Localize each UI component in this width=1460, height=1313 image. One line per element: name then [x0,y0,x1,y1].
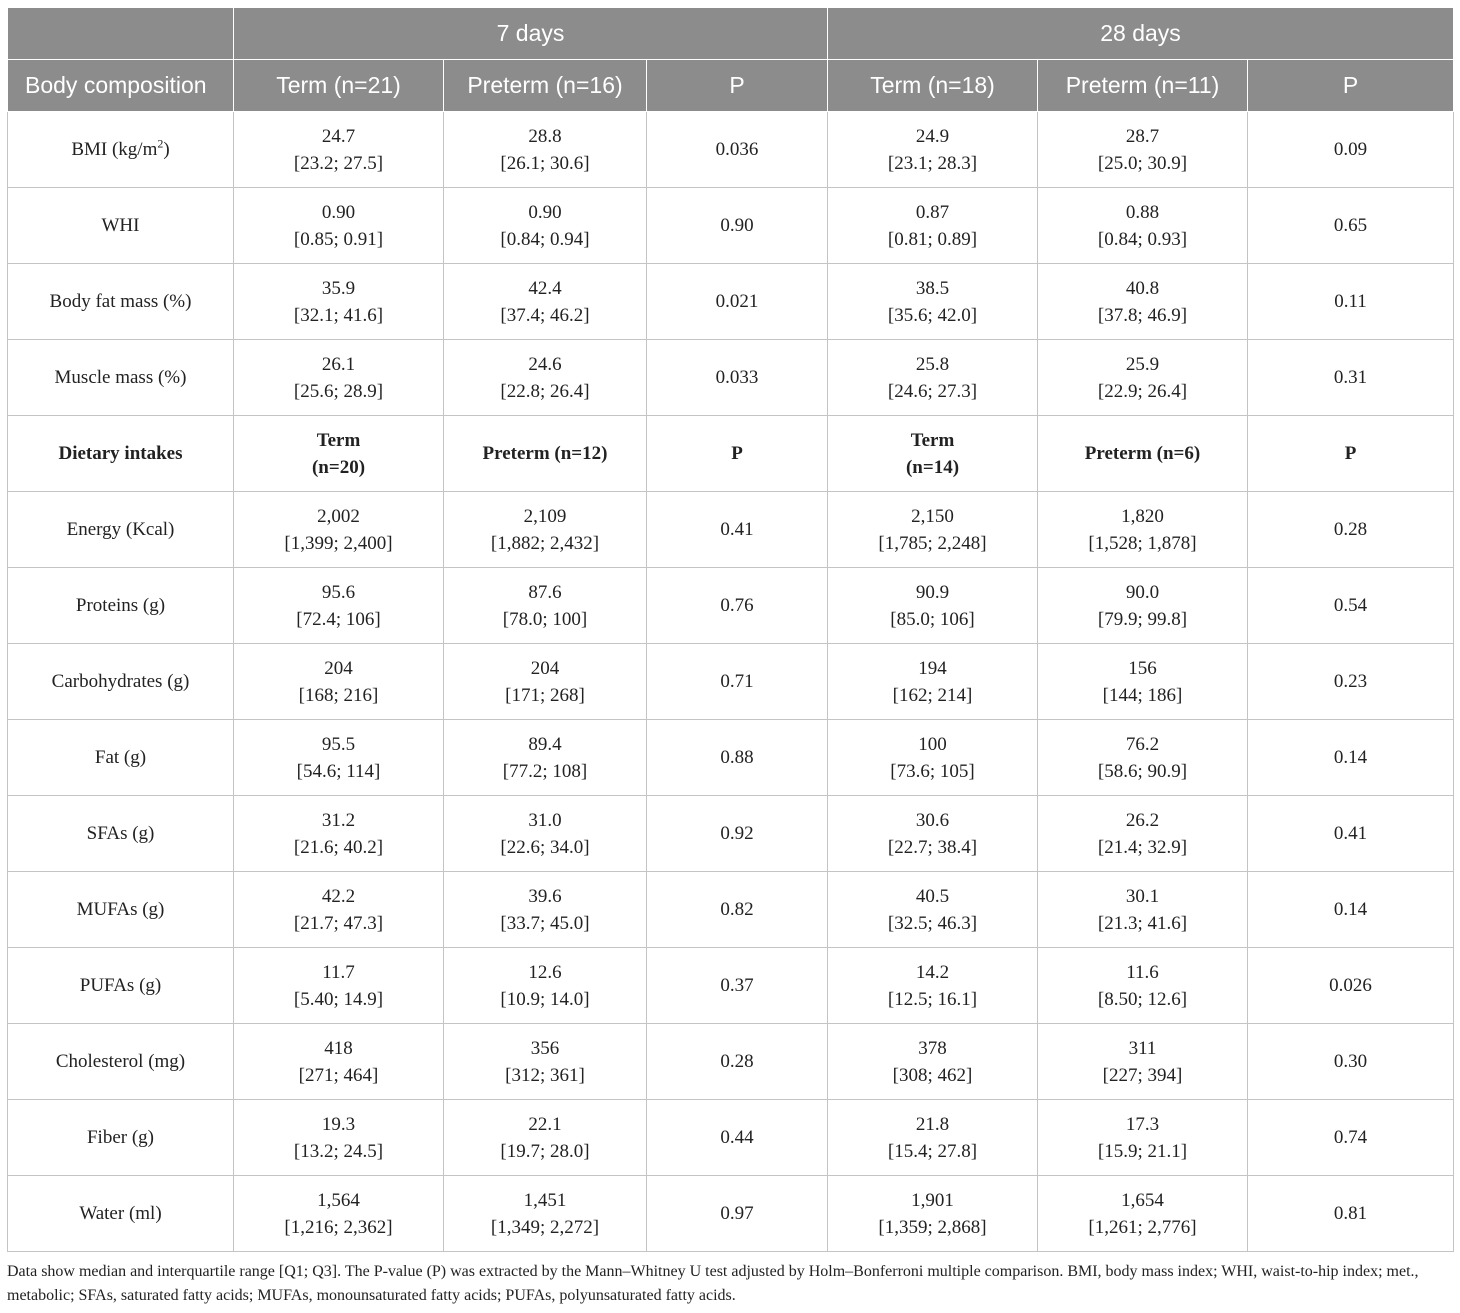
cell-p-28: 0.14 [1248,872,1454,948]
cell-p-7: 0.88 [647,720,828,796]
cell-p-28: 0.14 [1248,720,1454,796]
subheader-p-28: P [1248,416,1454,492]
cell-preterm-7: 31.0 [22.6; 34.0] [444,796,647,872]
cell-preterm-7: 204 [171; 268] [444,644,647,720]
table-footnote: Data show median and interquartile range [Q1; Q3]. The P-value (P) was extracted by the Mann–Whitney U test adjusted by Holm–Bonferroni multiple comparison. BMI, body mass index; WHI, waist-to-hip index; met., metabolic; SFAs, saturated fatty acids; MUFAs, monounsaturated fatty acids; PUFAs, polyunsaturated fatty acids. [7,1263,1419,1304]
row-label: SFAs (g) [8,796,234,872]
cell-p-28: 0.026 [1248,948,1454,1024]
row-label: Carbohydrates (g) [8,644,234,720]
cell-p-28: 0.28 [1248,492,1454,568]
header-row-columns [8,60,1454,112]
table-row [8,644,1454,720]
cell-preterm-7: 1,451 [1,349; 2,272] [444,1176,647,1252]
cell-preterm-28: 25.9 [22.9; 26.4] [1038,340,1248,416]
table-row [8,796,1454,872]
table-row [8,112,1454,188]
cell-p-7: 0.90 [647,188,828,264]
cell-preterm-28: 0.88 [0.84; 0.93] [1038,188,1248,264]
cell-p-7: 0.71 [647,644,828,720]
cell-term-7: 26.1 [25.6; 28.9] [234,340,444,416]
cell-p-7: 0.97 [647,1176,828,1252]
cell-preterm-7: 87.6 [78.0; 100] [444,568,647,644]
cell-p-28: 0.74 [1248,1100,1454,1176]
cell-preterm-28: 1,654 [1,261; 2,776] [1038,1176,1248,1252]
cell-term-28: 378 [308; 462] [828,1024,1038,1100]
cell-preterm-28: 28.7 [25.0; 30.9] [1038,112,1248,188]
cell-preterm-28: 40.8 [37.8; 46.9] [1038,264,1248,340]
cell-p-7: 0.76 [647,568,828,644]
table-body [8,112,1454,1252]
cell-term-7: 204 [168; 216] [234,644,444,720]
cell-term-28: 100 [73.6; 105] [828,720,1038,796]
cell-term-7: 0.90 [0.85; 0.91] [234,188,444,264]
header-body-composition: Body composition [8,60,234,112]
header-preterm-7: Preterm (n=16) [444,60,647,112]
cell-preterm-7: 2,109 [1,882; 2,432] [444,492,647,568]
table-row [8,1024,1454,1100]
cell-p-7: 0.28 [647,1024,828,1100]
cell-term-7: 418 [271; 464] [234,1024,444,1100]
cell-term-28: 25.8 [24.6; 27.3] [828,340,1038,416]
cell-p-7: 0.036 [647,112,828,188]
cell-term-7: 11.7 [5.40; 14.9] [234,948,444,1024]
cell-p-7: 0.41 [647,492,828,568]
row-label: Fat (g) [8,720,234,796]
data-table [7,7,1454,1252]
cell-preterm-7: 28.8 [26.1; 30.6] [444,112,647,188]
cell-term-28: 0.87 [0.81; 0.89] [828,188,1038,264]
row-label: Body fat mass (%) [8,264,234,340]
table-row [8,568,1454,644]
cell-term-28: 21.8 [15.4; 27.8] [828,1100,1038,1176]
cell-p-28: 0.23 [1248,644,1454,720]
header-group-28-days: 28 days [828,8,1454,60]
cell-preterm-28: 17.3 [15.9; 21.1] [1038,1100,1248,1176]
cell-p-28: 0.30 [1248,1024,1454,1100]
row-label: WHI [8,188,234,264]
cell-term-7: 35.9 [32.1; 41.6] [234,264,444,340]
header-term-28: Term (n=18) [828,60,1038,112]
subheader-dietary-intakes: Dietary intakes [8,416,234,492]
cell-term-7: 95.5 [54.6; 114] [234,720,444,796]
cell-preterm-7: 0.90 [0.84; 0.94] [444,188,647,264]
cell-p-7: 0.37 [647,948,828,1024]
cell-p-28: 0.54 [1248,568,1454,644]
cell-p-7: 0.82 [647,872,828,948]
cell-p-28: 0.41 [1248,796,1454,872]
cell-preterm-28: 11.6 [8.50; 12.6] [1038,948,1248,1024]
table-row [8,948,1454,1024]
cell-term-28: 2,150 [1,785; 2,248] [828,492,1038,568]
cell-p-7: 0.033 [647,340,828,416]
cell-preterm-7: 39.6 [33.7; 45.0] [444,872,647,948]
table-row [8,1100,1454,1176]
cell-p-7: 0.44 [647,1100,828,1176]
cell-preterm-28: 1,820 [1,528; 1,878] [1038,492,1248,568]
cell-p-28: 0.65 [1248,188,1454,264]
cell-preterm-7: 12.6 [10.9; 14.0] [444,948,647,1024]
cell-term-7: 2,002 [1,399; 2,400] [234,492,444,568]
cell-term-7: 95.6 [72.4; 106] [234,568,444,644]
cell-preterm-28: 311 [227; 394] [1038,1024,1248,1100]
header-p-28: P [1248,60,1454,112]
cell-term-28: 30.6 [22.7; 38.4] [828,796,1038,872]
cell-p-28: 0.09 [1248,112,1454,188]
cell-term-28: 40.5 [32.5; 46.3] [828,872,1038,948]
cell-term-7: 42.2 [21.7; 47.3] [234,872,444,948]
table-row [8,492,1454,568]
header-term-7: Term (n=21) [234,60,444,112]
cell-term-28: 90.9 [85.0; 106] [828,568,1038,644]
subheader-term-7: Term (n=20) [234,416,444,492]
cell-term-7: 31.2 [21.6; 40.2] [234,796,444,872]
cell-preterm-7: 24.6 [22.8; 26.4] [444,340,647,416]
row-label: Proteins (g) [8,568,234,644]
table-row [8,264,1454,340]
cell-p-7: 0.92 [647,796,828,872]
header-group-7-days: 7 days [234,8,828,60]
row-label: Energy (Kcal) [8,492,234,568]
cell-preterm-28: 76.2 [58.6; 90.9] [1038,720,1248,796]
cell-term-28: 24.9 [23.1; 28.3] [828,112,1038,188]
row-label: BMI $(kg/m^2)$ [8,112,234,188]
row-label: MUFAs (g) [8,872,234,948]
subheader-term-28: Term (n=14) [828,416,1038,492]
row-label: Fiber (g) [8,1100,234,1176]
row-label: Muscle mass (%) [8,340,234,416]
cell-preterm-7: 22.1 [19.7; 28.0] [444,1100,647,1176]
table-row [8,1176,1454,1252]
table-row [8,188,1454,264]
cell-preterm-28: 156 [144; 186] [1038,644,1248,720]
table-container [7,7,1453,1252]
subheader-preterm-28: Preterm (n=6) [1038,416,1248,492]
cell-preterm-28: 90.0 [79.9; 99.8] [1038,568,1248,644]
cell-term-7: 1,564 [1,216; 2,362] [234,1176,444,1252]
cell-term-7: 24.7 [23.2; 27.5] [234,112,444,188]
table-row [8,340,1454,416]
subheader-p-7: P [647,416,828,492]
cell-preterm-28: 30.1 [21.3; 41.6] [1038,872,1248,948]
table-row [8,720,1454,796]
cell-p-28: 0.81 [1248,1176,1454,1252]
subheader-preterm-7: Preterm (n=12) [444,416,647,492]
header-empty-cell [8,8,234,60]
cell-p-7: 0.021 [647,264,828,340]
cell-term-28: 1,901 [1,359; 2,868] [828,1176,1038,1252]
header-preterm-28: Preterm (n=11) [1038,60,1248,112]
cell-term-28: 194 [162; 214] [828,644,1038,720]
table-row [8,872,1454,948]
dietary-subheader-row [8,416,1454,492]
header-p-7: P [647,60,828,112]
row-label: Cholesterol (mg) [8,1024,234,1100]
cell-preterm-7: 89.4 [77.2; 108] [444,720,647,796]
cell-preterm-7: 356 [312; 361] [444,1024,647,1100]
cell-p-28: 0.11 [1248,264,1454,340]
row-label: Water (ml) [8,1176,234,1252]
cell-preterm-7: 42.4 [37.4; 46.2] [444,264,647,340]
row-label: PUFAs (g) [8,948,234,1024]
cell-preterm-28: 26.2 [21.4; 32.9] [1038,796,1248,872]
cell-term-7: 19.3 [13.2; 24.5] [234,1100,444,1176]
cell-term-28: 38.5 [35.6; 42.0] [828,264,1038,340]
cell-term-28: 14.2 [12.5; 16.1] [828,948,1038,1024]
header-row-groups [8,8,1454,60]
cell-p-28: 0.31 [1248,340,1454,416]
